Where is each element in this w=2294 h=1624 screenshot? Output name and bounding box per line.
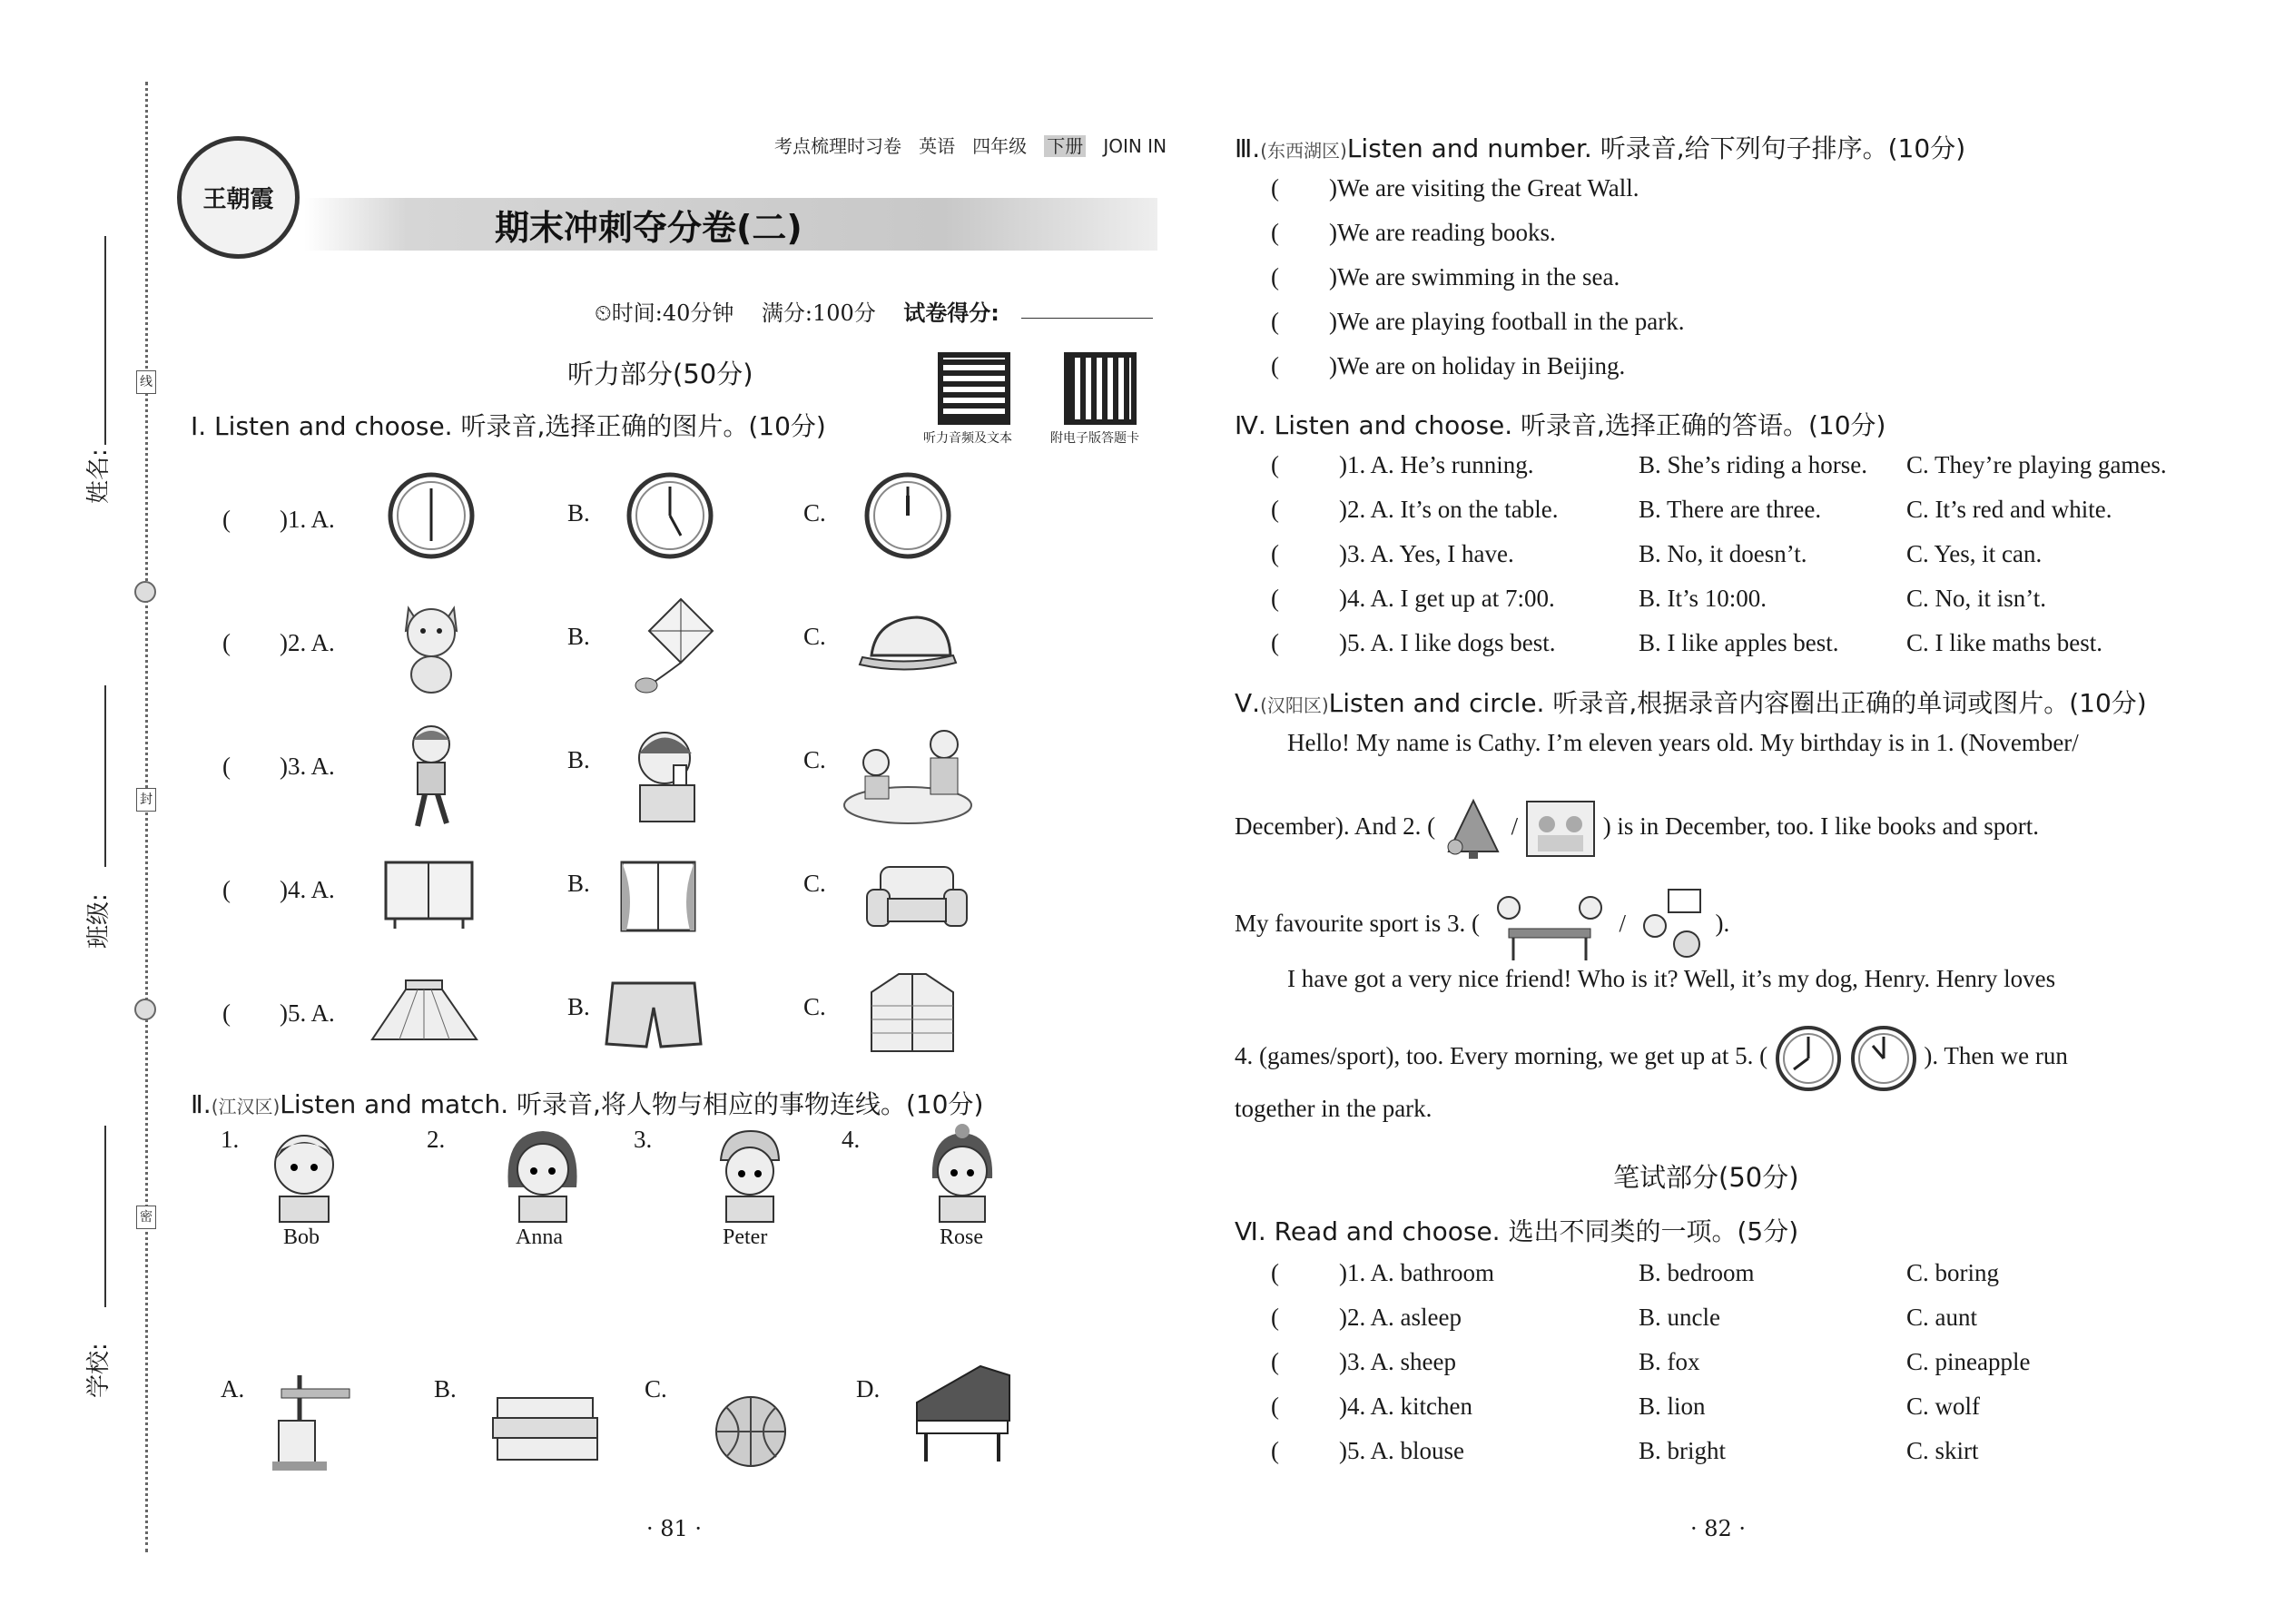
passage-line-2: December). And 2. ( / ) is in December, too. I like books and sport.: [1235, 797, 2039, 861]
qr-label-card: 附电子版答题卡: [1050, 431, 1139, 446]
person-name: Bob: [283, 1225, 320, 1249]
clock-icon[interactable]: [386, 470, 477, 561]
q4-number: ( )4. A.: [222, 876, 335, 903]
sec3-item[interactable]: ( )We are visiting the Great Wall.: [1271, 174, 1639, 202]
q1-b: B.: [567, 499, 590, 527]
sofa-icon[interactable]: [862, 858, 971, 935]
q4-b: B.: [567, 870, 590, 897]
ping-pong-icon[interactable]: [1486, 888, 1613, 965]
girl-bow-face-icon: [921, 1124, 1003, 1224]
thing-letter: D.: [856, 1375, 881, 1403]
picnic-icon[interactable]: [840, 722, 976, 826]
basketball-icon: [713, 1393, 790, 1471]
clock-icon: ⏲: [595, 300, 612, 326]
q2-b: B.: [567, 623, 590, 650]
qr-code-card[interactable]: [1064, 352, 1137, 425]
boy-cap-face-icon: [710, 1124, 787, 1224]
cat-icon[interactable]: [395, 595, 468, 694]
person-name: Rose: [940, 1225, 983, 1249]
passage-line-5: 4. (games/sport), too. Every morning, we get up at 5. ( ). Then we run: [1235, 1024, 2068, 1093]
girl-face-icon: [499, 1124, 586, 1224]
section-4-title: Ⅳ. Listen and choose. 听录音,选择正确的答语。(10分): [1235, 410, 1886, 440]
clock-icon[interactable]: [1849, 1024, 1918, 1093]
clock-icon[interactable]: [1774, 1024, 1843, 1093]
page-number-right: · 82 ·: [1690, 1516, 1747, 1541]
q2-number: ( )2. A.: [222, 629, 335, 656]
basketball-game-icon[interactable]: [1632, 885, 1709, 967]
seal-mark-line: 线: [136, 370, 156, 394]
section-3-title: Ⅲ.(东西湖区)Listen and number. 听录音,给下列句子排序。(10分): [1235, 133, 1966, 163]
sec3-item[interactable]: ( )We are reading books.: [1271, 219, 1556, 246]
science-stand-icon: [268, 1371, 354, 1475]
section-6-title: Ⅵ. Read and choose. 选出不同类的一项。(5分): [1235, 1216, 1799, 1246]
boy-face-icon: [263, 1124, 345, 1224]
skirt-icon[interactable]: [368, 976, 481, 1048]
boy-drinking-icon[interactable]: [626, 722, 708, 826]
writing-title: 笔试部分(50分): [1613, 1162, 1799, 1193]
person-number: 1.: [221, 1126, 240, 1153]
q5-number: ( )5. A.: [222, 999, 335, 1027]
coat-icon[interactable]: [867, 969, 958, 1056]
exam-info: ⏲时间:40分钟 满分:100分 试卷得分:: [595, 300, 999, 326]
family-room-icon[interactable]: [1524, 797, 1597, 861]
piano-icon: [908, 1357, 1017, 1466]
binding-line: [145, 82, 148, 1552]
listening-title: 听力部分(50分): [567, 359, 753, 389]
section-5-title: Ⅴ.(汉阳区)Listen and circle. 听录音,根据录音内容圈出正确的单词或图片。(10分): [1235, 688, 2147, 718]
score-line[interactable]: [1021, 318, 1153, 319]
ornament-icon: [134, 581, 156, 603]
section-2-title: Ⅱ.(江汉区)Listen and match. 听录音,将人物与相应的事物连线。(10分): [191, 1089, 984, 1119]
clock-icon[interactable]: [862, 470, 953, 561]
seal-mark-secret: 密: [136, 1206, 156, 1229]
logo-text: 王朝霞: [202, 186, 274, 213]
page-title: 期末冲刺夺分卷(二): [495, 208, 802, 248]
girl-walking-icon[interactable]: [399, 722, 463, 831]
window-icon[interactable]: [613, 858, 704, 935]
q1-c: C.: [803, 499, 826, 527]
passage-line-6: together in the park.: [1235, 1095, 1433, 1122]
q3-number: ( )3. A.: [222, 753, 335, 780]
class-label: 班级:: [85, 893, 113, 949]
sec3-item[interactable]: ( )We are swimming in the sea.: [1271, 263, 1620, 290]
q3-b: B.: [567, 746, 590, 773]
name-field[interactable]: [104, 236, 106, 445]
section-1-title: Ⅰ. Listen and choose. 听录音,选择正确的图片。(10分): [191, 411, 826, 441]
school-field[interactable]: [104, 1126, 106, 1307]
person-name: Peter: [723, 1225, 768, 1249]
class-field[interactable]: [104, 685, 106, 867]
thing-letter: A.: [221, 1375, 245, 1403]
name-label: 姓名:: [85, 448, 113, 504]
shorts-icon[interactable]: [599, 976, 708, 1053]
sec3-item[interactable]: ( )We are on holiday in Beijing.: [1271, 352, 1626, 379]
passage-line-3: My favourite sport is 3. ( / ).: [1235, 885, 1729, 967]
header-info: 考点梳理时习卷 英语 四年级 下册 JOIN IN: [774, 135, 1167, 157]
person-name: Anna: [516, 1225, 563, 1249]
q2-c: C.: [803, 623, 826, 650]
kite-icon[interactable]: [626, 595, 717, 694]
thing-letter: B.: [434, 1375, 457, 1403]
thing-letter: C.: [645, 1375, 667, 1403]
person-number: 3.: [634, 1126, 653, 1153]
q5-b: B.: [567, 993, 590, 1020]
page-number-left: · 81 ·: [646, 1516, 703, 1541]
q5-c: C.: [803, 993, 826, 1020]
ornament-icon: [134, 999, 156, 1020]
clock-icon[interactable]: [625, 470, 715, 561]
seal-mark-seal: 封: [136, 788, 156, 812]
passage-line-1: Hello! My name is Cathy. I’m eleven years old. My birthday is in 1. (November/: [1287, 729, 2079, 756]
q4-c: C.: [803, 870, 826, 897]
person-number: 4.: [842, 1126, 861, 1153]
books-icon: [490, 1393, 604, 1466]
qr-label-audio: 听力音频及文本: [923, 431, 1012, 446]
christmas-tree-icon[interactable]: [1442, 797, 1505, 861]
q3-c: C.: [803, 746, 826, 773]
qr-code-audio[interactable]: [938, 352, 1010, 425]
passage-line-4: I have got a very nice friend! Who is it? Well, it’s my dog, Henry. Henry loves: [1287, 965, 2056, 992]
school-label: 学校:: [85, 1343, 113, 1398]
sec3-item[interactable]: ( )We are playing football in the park.: [1271, 308, 1685, 335]
logo: [177, 136, 300, 259]
cap-icon[interactable]: [858, 610, 962, 678]
person-number: 2.: [427, 1126, 446, 1153]
cupboard-icon[interactable]: [381, 858, 477, 930]
q1-number: ( )1. A.: [222, 506, 335, 533]
